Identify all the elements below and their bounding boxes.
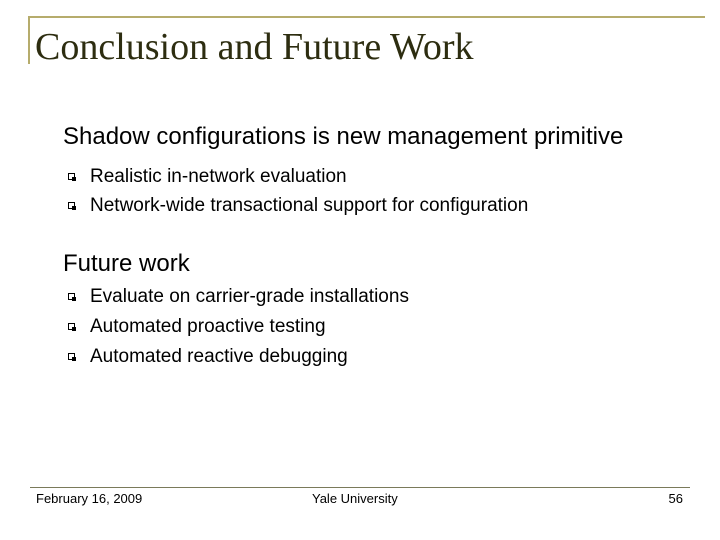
bullet-text: Automated reactive debugging [90, 346, 348, 367]
bullet-text: Evaluate on carrier-grade installations [90, 286, 409, 307]
footer-page-number: 56 [668, 491, 683, 506]
section-heading-shadow-configurations: Shadow configurations is new management primitive [63, 123, 624, 150]
square-bullet-icon [68, 353, 75, 360]
title-side-rule [28, 16, 30, 64]
square-bullet-icon [68, 173, 75, 180]
bullet-text: Realistic in-network evaluation [90, 166, 347, 187]
footer-date: February 16, 2009 [36, 491, 143, 506]
title-top-rule [28, 16, 705, 18]
bullet-text: Automated proactive testing [90, 316, 326, 337]
footer-rule [30, 487, 690, 488]
footer-organization: Yale University [312, 491, 398, 506]
square-bullet-icon [68, 323, 75, 330]
section-heading-future-work: Future work [63, 250, 190, 277]
bullet-text: Network-wide transactional support for configuration [90, 195, 529, 216]
square-bullet-icon [68, 202, 75, 209]
square-bullet-icon [68, 293, 75, 300]
slide-title: Conclusion and Future Work [35, 26, 474, 68]
